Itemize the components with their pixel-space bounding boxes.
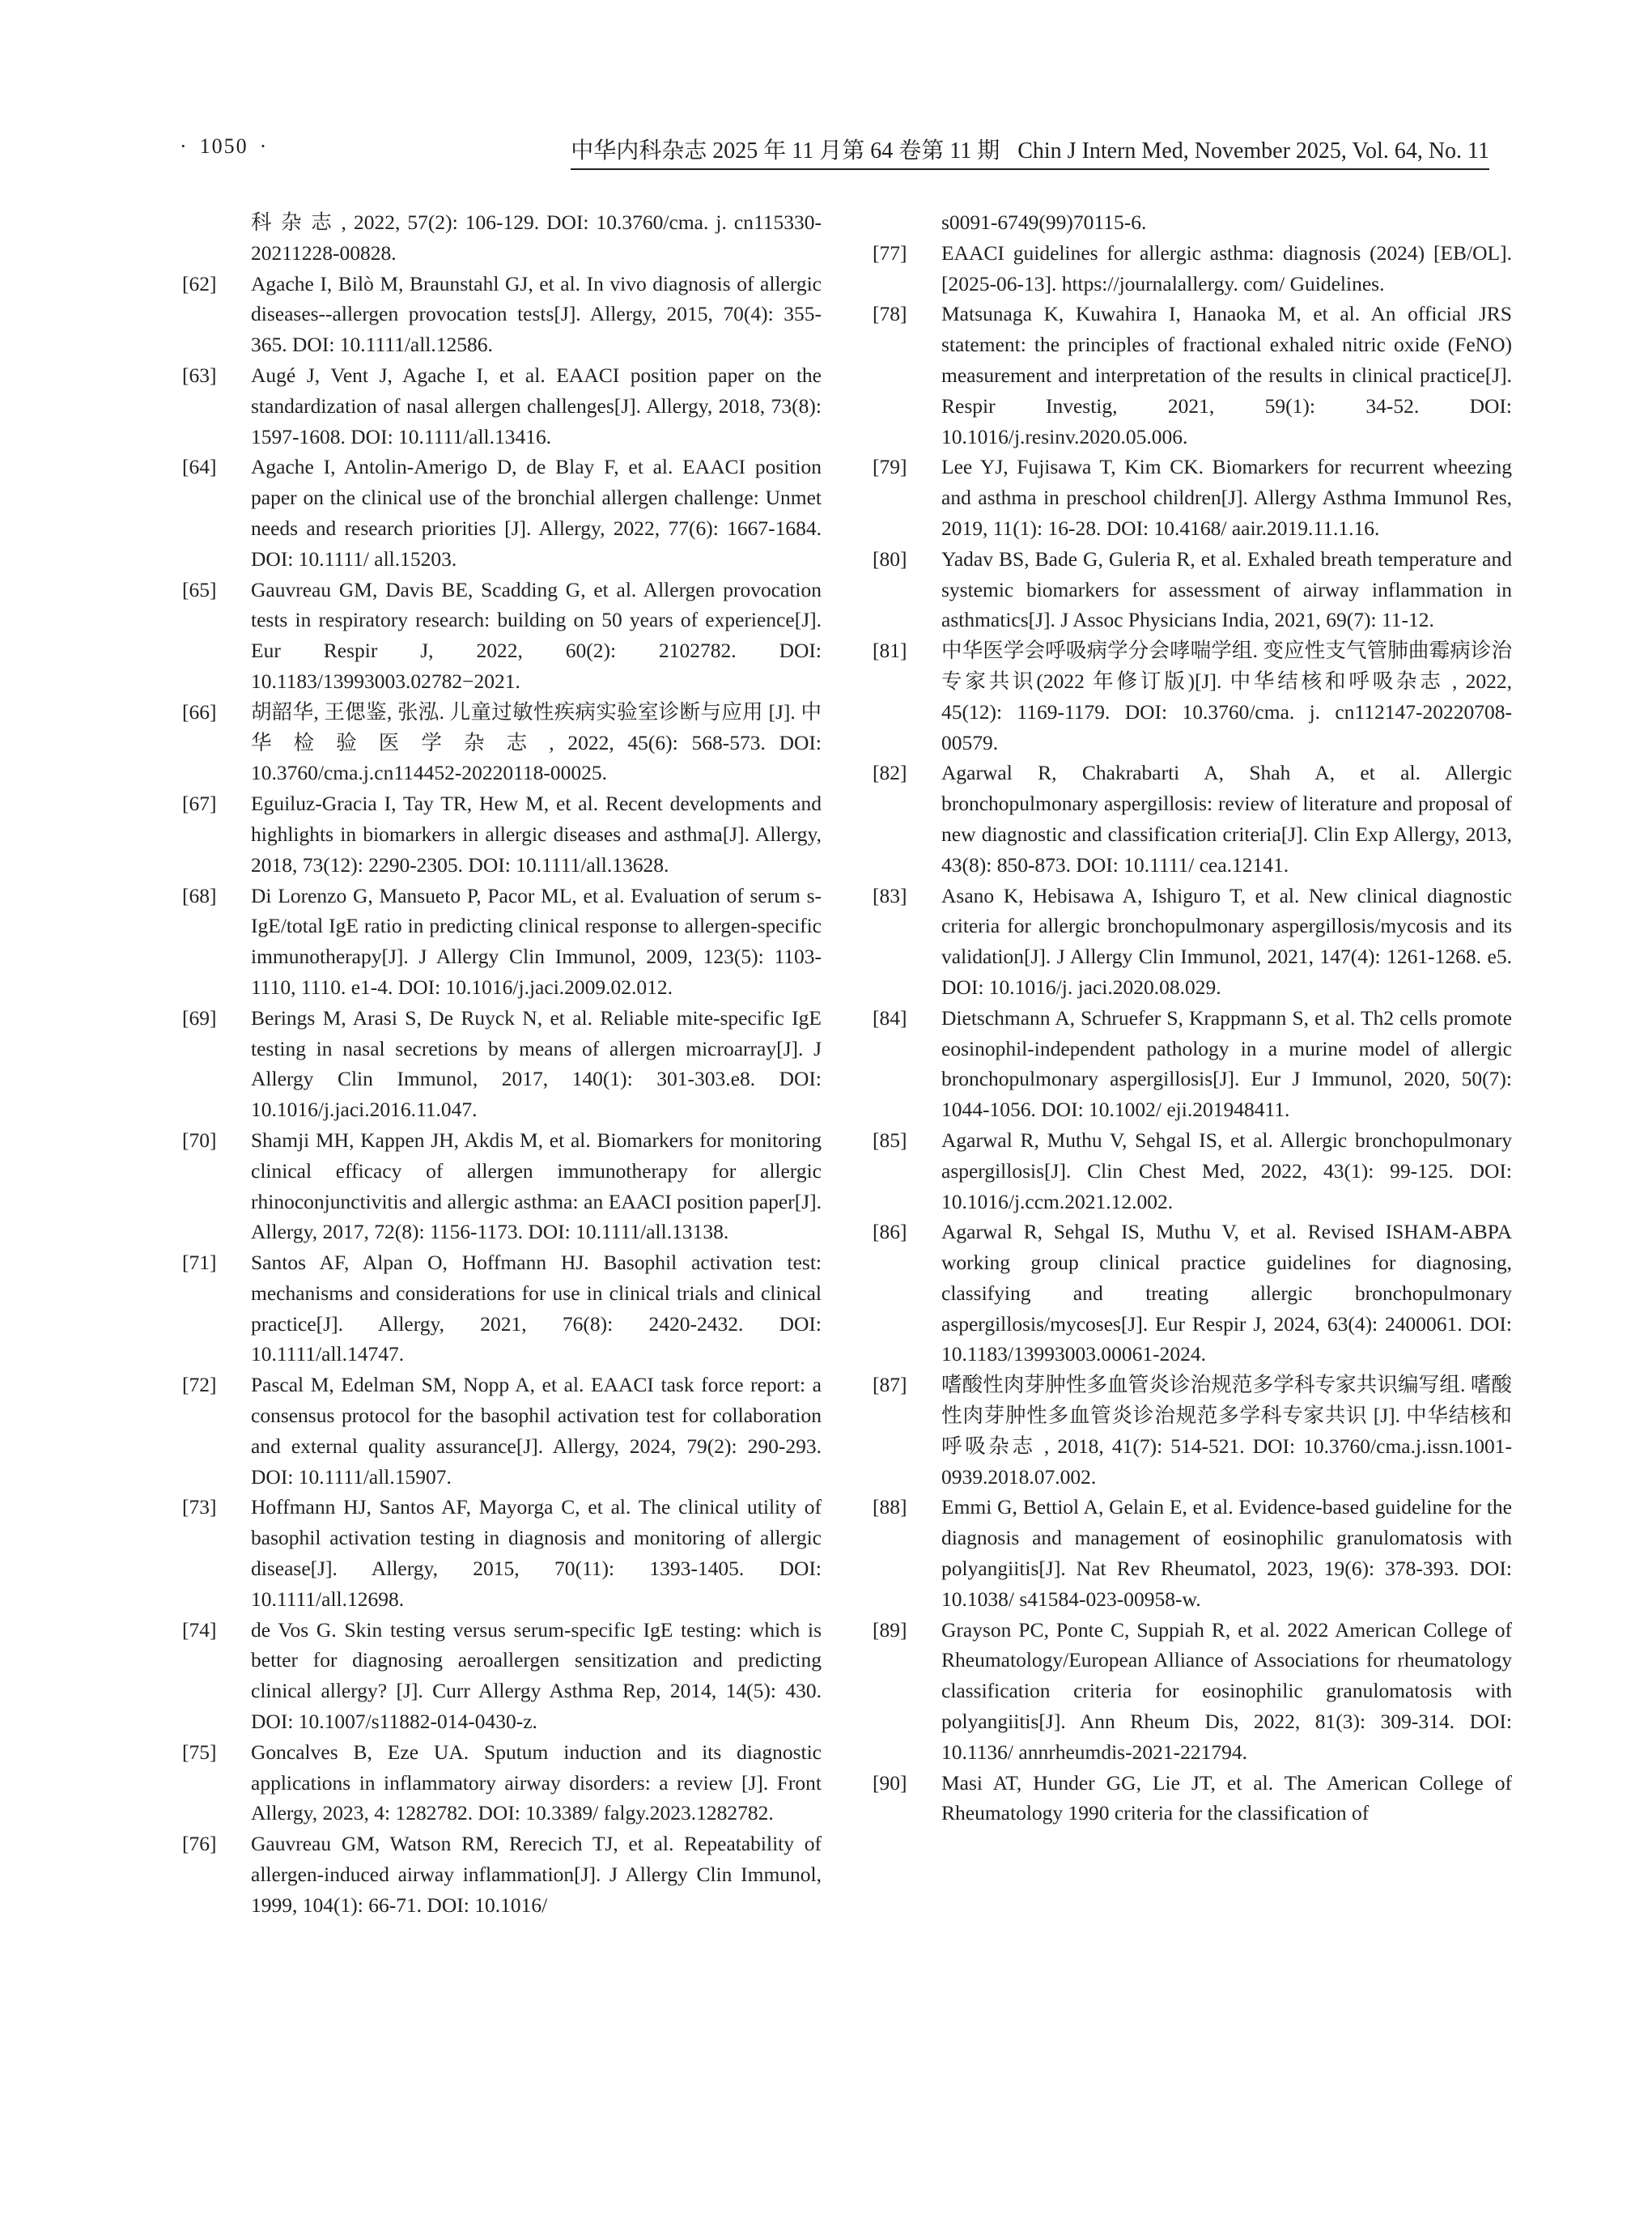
reference-number: [71]	[182, 1251, 217, 1275]
reference-number: [72]	[182, 1373, 217, 1397]
reference-item	[182, 1370, 822, 1492]
reference-item	[182, 1003, 822, 1125]
right-column	[873, 207, 1512, 1829]
reference-number: [62]	[182, 271, 217, 295]
reference-number: [84]	[873, 1005, 907, 1030]
reference-text: Matsunaga K, Kuwahira I, Hanaoka M, et al. An official JRS statement: the principles of fractional exhaled nitric oxide (FeNO) measurement and interpretation of the results in clinical practice[J]. Respir Investig, 2021, 59(1): 34-52. DOI: 10.1016/j.resinv.2020.05.006.	[941, 302, 1512, 448]
reference-item	[182, 452, 822, 574]
reference-item	[182, 1829, 822, 1920]
reference-item	[873, 1003, 1512, 1125]
reference-number: [89]	[873, 1617, 907, 1642]
reference-number: [79]	[873, 455, 907, 479]
reference-number: [90]	[873, 1770, 907, 1795]
reference-number: [63]	[182, 363, 217, 387]
bullet: ·	[259, 134, 269, 158]
reference-text: Masi AT, Hunder GG, Lie JT, et al. The American College of Rheumatology 1990 criteria for the classification of	[941, 1770, 1512, 1825]
reference-number: [78]	[873, 302, 907, 326]
reference-number: [76]	[182, 1832, 217, 1856]
reference-number: [73]	[182, 1495, 217, 1519]
reference-text: Pascal M, Edelman SM, Nopp A, et al. EAACI task force report: a consensus protocol for the basophil activation test for collaboration and external quality assurance[J]. Allergy, 2024, 79(2): 290-293. DOI: 10.1111/all.15907.	[251, 1373, 822, 1489]
reference-item	[873, 544, 1512, 635]
reference-text: Agarwal R, Sehgal IS, Muthu V, et al. Revised ISHAM-ABPA working group clinical practice guidelines for diagnosing, classifying and treating allergic bronchopulmonary aspergillosis/mycoses[J]. Eur Respir J, 2024, 63(4): 2400061. DOI: 10.1183/13993003.00061-2024.	[941, 1220, 1512, 1366]
reference-text: Hoffmann HJ, Santos AF, Mayorga C, et al. The clinical utility of basophil activation testing in diagnosis and monitoring of allergic disease[J]. Allergy, 2015, 70(11): 1393-1405. DOI: 10.1111/all.12698.	[251, 1495, 822, 1611]
reference-item	[873, 452, 1512, 543]
reference-item	[182, 1247, 822, 1370]
reference-item	[182, 1615, 822, 1737]
reference-list	[182, 269, 822, 1921]
reference-item	[873, 1492, 1512, 1614]
reference-number: [82]	[873, 761, 907, 785]
reference-number: [87]	[873, 1373, 907, 1397]
reference-item	[873, 238, 1512, 299]
reference-number: [74]	[182, 1617, 217, 1642]
journal-title-cn: 中华内科杂志 2025 年 11 月第 64 卷第 11 期	[571, 138, 1000, 164]
reference-text: Dietschmann A, Schruefer S, Krappmann S, et al. Th2 cells promote eosinophil-independent pathology in a murine model of allergic bronchopulmonary aspergillosis[J]. Eur J Immunol, 2020, 50(7): 1044-1056. DOI: 10.1002/ eji.201948411.	[941, 1005, 1512, 1122]
reference-item	[873, 881, 1512, 1003]
reference-text: Asano K, Hebisawa A, Ishiguro T, et al. New clinical diagnostic criteria for allergic bronchopulmonary aspergillosis/mycosis and its validation[J]. J Allergy Clin Immunol, 2021, 147(4): 1261-1268. e5. DOI: 10.1016/j. jaci.2020.08.029.	[941, 883, 1512, 999]
running-head	[571, 133, 1489, 170]
reference-number: [83]	[873, 883, 907, 907]
reference-text: 中华医学会呼吸病学分会哮喘学组. 变应性支气管肺曲霉病诊治专家共识(2022 年修订版)[J]. 中华结核和呼吸杂志 , 2022, 45(12): 1169-1179. DOI: 10.3760/cma. j. cn112147-20220708-00579.	[941, 639, 1512, 754]
reference-text: Yadav BS, Bade G, Guleria R, et al. Exhaled breath temperature and systemic biomarkers for assessment of airway inflammation in asthmatics[J]. J Assoc Physicians India, 2021, 69(7): 11-12.	[941, 546, 1512, 632]
reference-text: 胡韶华, 王偲鉴, 张泓. 儿童过敏性疾病实验室诊断与应用 [J]. 中 华 检 验 医 学 杂 志 , 2022, 45(6): 568-573. DOI: 10.3760/cma.j.cn114452-20220118-00025.	[251, 699, 822, 785]
reference-item	[182, 360, 822, 452]
reference-number: [67]	[182, 792, 217, 816]
reference-number: [86]	[873, 1220, 907, 1244]
reference-text: Agarwal R, Chakrabarti A, Shah A, et al. Allergic bronchopulmonary aspergillosis: review of literature and proposal of new diagnostic and classification criteria[J]. Clin Exp Allergy, 2013, 43(8): 850-873. DOI: 10.1111/ cea.12141.	[941, 761, 1512, 877]
reference-text: Lee YJ, Fujisawa T, Kim CK. Biomarkers for recurrent wheezing and asthma in preschool children[J]. Allergy Asthma Immunol Res, 2019, 11(1): 16-28. DOI: 10.4168/ aair.2019.11.1.16.	[941, 455, 1512, 540]
reference-text: Agarwal R, Muthu V, Sehgal IS, et al. Allergic bronchopulmonary aspergillosis[J]. Clin Chest Med, 2022, 43(1): 99-125. DOI: 10.1016/j.ccm.2021.12.002.	[941, 1128, 1512, 1213]
reference-text: Agache I, Bilò M, Braunstahl GJ, et al. In vivo diagnosis of allergic diseases--allergen provocation tests[J]. Allergy, 2015, 70(4): 355-365. DOI: 10.1111/all.12586.	[251, 271, 822, 357]
reference-number: [70]	[182, 1128, 217, 1152]
bullet: ·	[180, 134, 189, 158]
reference-number: [81]	[873, 639, 907, 663]
reference-item	[182, 697, 822, 788]
reference-continuation: 科 杂 志 , 2022, 57(2): 106-129. DOI: 10.3760/cma. j. cn115330-20211228-00828.	[251, 210, 822, 265]
reference-number: [69]	[182, 1005, 217, 1030]
reference-item	[873, 1615, 1512, 1768]
reference-text: Goncalves B, Eze UA. Sputum induction and its diagnostic applications in inflammatory airway disorders: a review [J]. Front Allergy, 2023, 4: 1282782. DOI: 10.3389/ falgy.2023.1282782.	[251, 1740, 822, 1825]
reference-text: Augé J, Vent J, Agache I, et al. EAACI position paper on the standardization of nasal allergen challenges[J]. Allergy, 2018, 73(8): 1597-1608. DOI: 10.1111/all.13416.	[251, 363, 822, 448]
reference-number: [64]	[182, 455, 217, 479]
reference-item	[873, 1217, 1512, 1370]
reference-item	[873, 758, 1512, 880]
reference-number: [75]	[182, 1740, 217, 1764]
page-number	[168, 134, 279, 159]
reference-text: EAACI guidelines for allergic asthma: diagnosis (2024) [EB/OL]. [2025-06-13]. https://journalallergy. com/ Guidelines.	[941, 240, 1512, 295]
reference-text: Di Lorenzo G, Mansueto P, Pacor ML, et al. Evaluation of serum s-IgE/total IgE ratio in predicting clinical response to allergen-specific immunotherapy[J]. J Allergy Clin Immunol, 2009, 123(5): 1103-1110, 1110. e1-4. DOI: 10.1016/j.jaci.2009.02.012.	[251, 883, 822, 999]
page-header	[168, 130, 1489, 162]
reference-item	[182, 881, 822, 1003]
reference-item	[182, 269, 822, 360]
reference-number: [80]	[873, 546, 907, 571]
left-column	[182, 207, 822, 1921]
reference-item	[873, 1370, 1512, 1492]
reference-number: [68]	[182, 883, 217, 907]
reference-text: de Vos G. Skin testing versus serum-specific IgE testing: which is better for diagnosing aeroallergen sensitization and predicting clinical allergy? [J]. Curr Allergy Asthma Rep, 2014, 14(5): 430. DOI: 10.1007/s11882-014-0430-z.	[251, 1617, 822, 1734]
reference-text: Grayson PC, Ponte C, Suppiah R, et al. 2022 American College of Rheumatology/European Alliance of Associations for rheumatology classification criteria for eosinophilic granulomatosis with polyangiitis[J]. Ann Rheum Dis, 2022, 81(3): 309-314. DOI: 10.1136/ annrheumdis-2021-221794.	[941, 1617, 1512, 1764]
reference-text: Gauvreau GM, Davis BE, Scadding G, et al. Allergen provocation tests in respiratory research: building on 50 years of experience[J]. Eur Respir J, 2022, 60(2): 2102782. DOI: 10.1183/13993003.02782−2021.	[251, 577, 822, 693]
reference-number: [65]	[182, 577, 217, 601]
reference-item	[873, 635, 1512, 758]
reference-item	[873, 299, 1512, 452]
journal-title-en: Chin J Intern Med, November 2025, Vol. 64, No. 11	[1017, 138, 1489, 164]
reference-text: Eguiluz-Gracia I, Tay TR, Hew M, et al. Recent developments and highlights in biomarkers in allergic diseases and asthma[J]. Allergy, 2018, 73(12): 2290-2305. DOI: 10.1111/all.13628.	[251, 792, 822, 877]
reference-text: Shamji MH, Kappen JH, Akdis M, et al. Biomarkers for monitoring clinical efficacy of allergen immunotherapy for allergic rhinoconjunctivitis and allergic asthma: an EAACI position paper[J]. Allergy, 2017, 72(8): 1156-1173. DOI: 10.1111/all.13138.	[251, 1128, 822, 1244]
reference-list	[873, 238, 1512, 1829]
reference-text: Gauvreau GM, Watson RM, Rerecich TJ, et al. Repeatability of allergen-induced airway inflammation[J]. J Allergy Clin Immunol, 1999, 104(1): 66-71. DOI: 10.1016/	[251, 1832, 822, 1917]
reference-item	[182, 575, 822, 697]
reference-item	[182, 1737, 822, 1829]
reference-text: Santos AF, Alpan O, Hoffmann HJ. Basophil activation test: mechanisms and considerations for use in clinical trials and clinical practice[J]. Allergy, 2021, 76(8): 2420-2432. DOI: 10.1111/all.14747.	[251, 1251, 822, 1366]
reference-continuation: s0091-6749(99)70115-6.	[941, 210, 1147, 234]
reference-item	[182, 788, 822, 880]
reference-number: [66]	[182, 699, 217, 724]
reference-item	[182, 1125, 822, 1247]
reference-item	[182, 1492, 822, 1614]
reference-number: [77]	[873, 240, 907, 265]
reference-text: Berings M, Arasi S, De Ruyck N, et al. Reliable mite-specific IgE testing in nasal secretions by means of allergen microarray[J]. J Allergy Clin Immunol, 2017, 140(1): 301-303.e8. DOI: 10.1016/j.jaci.2016.11.047.	[251, 1005, 822, 1122]
page-number-value: 1050	[199, 134, 248, 158]
reference-item	[873, 1125, 1512, 1217]
reference-text: Agache I, Antolin-Amerigo D, de Blay F, et al. EAACI position paper on the clinical use of the bronchial allergen challenge: Unmet needs and research priorities [J]. Allergy, 2022, 77(6): 1667-1684. DOI: 10.1111/ all.15203.	[251, 455, 822, 571]
reference-text: 嗜酸性肉芽肿性多血管炎诊治规范多学科专家共识编写组. 嗜酸性肉芽肿性多血管炎诊治规范多学科专家共识 [J]. 中华结核和呼吸杂志 , 2018, 41(7): 514-521. DOI: 10.3760/cma.j.issn.1001-0939.2018.07.002.	[941, 1373, 1512, 1489]
reference-number: [88]	[873, 1495, 907, 1519]
reference-item	[873, 1768, 1512, 1829]
reference-number: [85]	[873, 1128, 907, 1152]
reference-text: Emmi G, Bettiol A, Gelain E, et al. Evidence-based guideline for the diagnosis and management of eosinophilic granulomatosis with polyangiitis[J]. Nat Rev Rheumatol, 2023, 19(6): 378-393. DOI: 10.1038/ s41584-023-00958-w.	[941, 1495, 1512, 1611]
